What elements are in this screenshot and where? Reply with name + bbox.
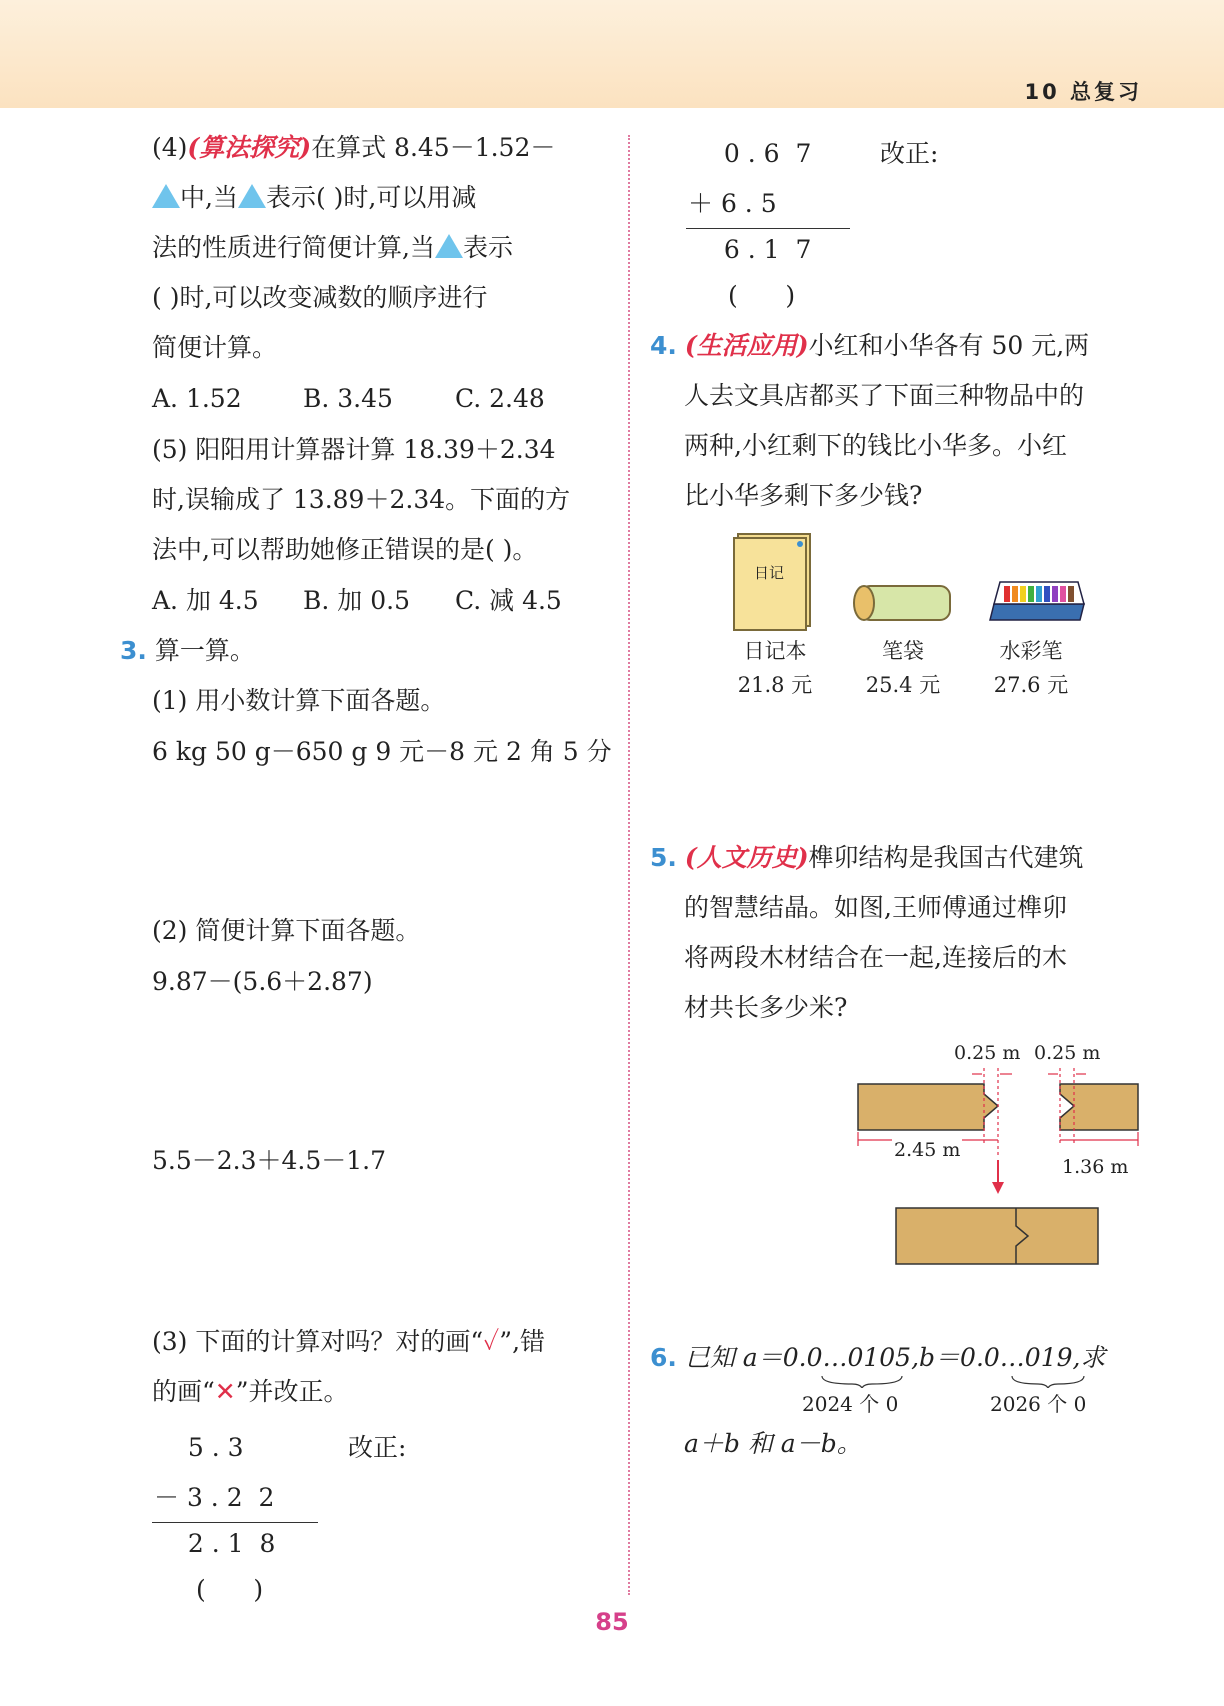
triangle-icon xyxy=(435,234,463,258)
item-price-watercolor: 27.6 元 xyxy=(993,673,1069,697)
q3-3-line1 xyxy=(152,1326,545,1358)
q4-line2 xyxy=(152,182,476,214)
q5-option-b: B. 加 0.5 xyxy=(303,586,410,615)
label-left-length: 2.45 m xyxy=(894,1139,961,1161)
q3-3-c: 的画“ xyxy=(152,1377,215,1406)
triangle-icon xyxy=(238,184,266,208)
q4-line5: 简便计算。 xyxy=(152,333,278,362)
label-left-tenon: 0.25 m xyxy=(954,1042,1021,1064)
header-title: 10 总复习 xyxy=(1024,80,1142,104)
calc2-fix-label: 改正: xyxy=(880,139,939,168)
calc2-row1: 0 . 6 7 xyxy=(708,139,812,168)
item-price-diary: 21.8 元 xyxy=(737,673,813,697)
q3-number: 3. xyxy=(120,636,147,665)
q3-3-d: ”并改正。 xyxy=(235,1377,349,1406)
r-q5-line2: 的智慧结晶。如图,王师傅通过榫卯 xyxy=(684,893,1067,922)
q5-line3: 法中,可以帮助她修正错误的是( )。 xyxy=(152,535,538,564)
r-q5-line1-text: 榫卯结构是我国古代建筑 xyxy=(808,843,1084,872)
r-q5-line1 xyxy=(650,842,1084,874)
r-q5-number: 5. xyxy=(650,843,677,872)
pencil-case-icon xyxy=(854,586,950,620)
diary-cover-text: 日记 xyxy=(754,564,785,582)
label-right-length: 1.36 m xyxy=(1062,1156,1129,1178)
q6-under-b: 2026 个 0 xyxy=(990,1392,1087,1416)
q6-under-a: 2024 个 0 xyxy=(802,1392,899,1416)
r-q4-line2: 人去文具店都买了下面三种物品中的 xyxy=(684,381,1085,410)
r-q5-line3: 将两段木材结合在一起,连接后的木 xyxy=(684,943,1067,972)
wood-right-piece xyxy=(1060,1084,1138,1130)
r-q4-line1 xyxy=(650,330,1089,362)
r-q4-tag: (生活应用) xyxy=(684,331,809,360)
item-price-pencil-case: 25.4 元 xyxy=(865,673,941,697)
q3-heading xyxy=(120,635,255,667)
calc2-row2: ＋ 6 . 5 xyxy=(688,189,777,218)
q5-line1: (5) 阳阳用计算器计算 18.39＋2.34 xyxy=(152,435,556,464)
q4-line4: ( )时,可以改变减数的顺序进行 xyxy=(152,283,488,312)
q3-1: (1) 用小数计算下面各题。 xyxy=(152,686,446,715)
wood-left-piece xyxy=(858,1084,998,1130)
triangle-icon xyxy=(152,184,180,208)
calc2-line xyxy=(686,228,850,229)
r-q6-line1 xyxy=(650,1342,1105,1374)
q3-2-problem2: 5.5－2.3＋4.5－1.7 xyxy=(152,1146,387,1175)
q4-label: (4) xyxy=(152,133,188,162)
calc1-fix-label: 改正: xyxy=(348,1433,407,1462)
r-q4-line1-text: 小红和小华各有 50 元,两 xyxy=(808,331,1090,360)
calc2-row3: 6 . 1 7 xyxy=(708,235,812,264)
q3-2: (2) 简便计算下面各题。 xyxy=(152,916,421,945)
label-right-tenon: 0.25 m xyxy=(1034,1042,1101,1064)
q4-option-b: B. 3.45 xyxy=(303,384,393,413)
calc1-line xyxy=(152,1522,318,1523)
q4-line2-b: 表示( )时,可以用减 xyxy=(265,183,477,212)
underbraces xyxy=(812,1374,1112,1388)
r-q6-number: 6. xyxy=(650,1343,677,1372)
calc1-row3: 2 . 1 8 xyxy=(172,1529,276,1558)
q3-3-line2 xyxy=(152,1376,349,1408)
q3-1-problems: 6 kg 50 g－650 g 9 元－8 元 2 角 5 分 xyxy=(152,737,612,766)
calc1-row2: － 3 . 2 2 xyxy=(154,1483,275,1512)
q4-tag: (算法探究) xyxy=(187,133,312,162)
watercolor-pens-icon xyxy=(990,582,1084,620)
r-q6-text: 已知 a＝0.0…0105,b＝0.0…019,求 xyxy=(684,1343,1106,1372)
page-header xyxy=(0,0,1224,108)
q3-title: 算一算。 xyxy=(154,636,255,665)
q4-option-c: C. 2.48 xyxy=(455,384,545,413)
item-name-diary: 日记本 xyxy=(743,639,807,663)
q3-3-a: (3) 下面的计算对吗？对的画“ xyxy=(152,1327,484,1356)
item-name-pencil-case: 笔袋 xyxy=(882,639,924,663)
r-q6-line2: a＋b 和 a－b。 xyxy=(684,1429,862,1458)
q5-option-c: C. 减 4.5 xyxy=(455,586,562,615)
r-q5-tag: (人文历史) xyxy=(684,843,809,872)
q4-line3-a: 法的性质进行简便计算,当 xyxy=(152,233,435,262)
r-q4-line4: 比小华多剩下多少钱? xyxy=(684,481,923,510)
calc2-paren: ( ) xyxy=(728,281,796,310)
page-number: 85 xyxy=(595,1608,629,1636)
q4-line1 xyxy=(152,132,555,164)
q4-line1-text: 在算式 8.45－1.52－ xyxy=(311,133,556,162)
wood-joined xyxy=(896,1208,1098,1264)
q4-option-a: A. 1.52 xyxy=(152,384,242,413)
r-q4-line3: 两种,小红剩下的钱比小华多。小红 xyxy=(684,431,1067,460)
cross-mark-icon: ✕ xyxy=(214,1377,236,1406)
calc1-row1: 5 . 3 xyxy=(172,1433,244,1462)
q5-line2: 时,误输成了 13.89＋2.34。下面的方 xyxy=(152,485,571,514)
item-name-watercolor: 水彩笔 xyxy=(999,639,1063,663)
check-mark-icon: ✓ xyxy=(483,1327,500,1356)
r-q4-number: 4. xyxy=(650,331,677,360)
q3-3-b: ”,错 xyxy=(499,1327,546,1356)
q3-2-problem1: 9.87－(5.6＋2.87) xyxy=(152,967,373,996)
q4-line2-a: 中,当 xyxy=(180,183,238,212)
r-q5-line4: 材共长多少米? xyxy=(684,993,848,1022)
q4-line3-b: 表示 xyxy=(462,233,513,262)
q5-option-a: A. 加 4.5 xyxy=(152,586,259,615)
q4-line3 xyxy=(152,232,513,264)
calc1-paren: ( ) xyxy=(196,1575,264,1604)
column-divider xyxy=(628,135,630,1595)
